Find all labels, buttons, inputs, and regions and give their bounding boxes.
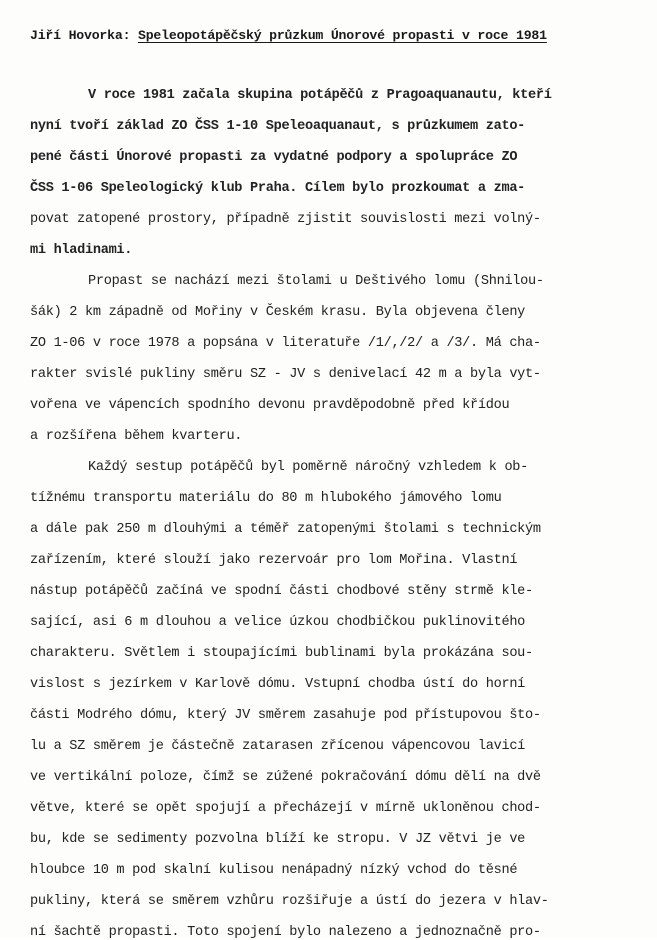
text-line: hloubce 10 m pod skalní kulisou nenápadný nízký vchod do těsné <box>30 863 518 878</box>
text-line: tížnému transportu materiálu do 80 m hlubokého jámového lomu <box>30 491 502 506</box>
text-line: rakter svislé pukliny směru SZ - JV s denivelací 42 m a byla vyt- <box>30 367 541 382</box>
text-line: Každý sestup potápěčů byl poměrně náročný vzhledem k ob- <box>88 460 529 475</box>
text-line: ČSS 1-06 Speleologický klub Praha. Cílem bylo prozkoumat a zma- <box>30 181 526 196</box>
text-line: mi hladinami. <box>30 243 133 258</box>
text-line: bu, kde se sedimenty pozvolna blíží ke stropu. V JZ větvi je ve <box>30 832 526 847</box>
text-line: a dále pak 250 m dlouhými a téměř zatopenými štolami s technickým <box>30 522 541 537</box>
text-line: ní šachtě propasti. Toto spojení bylo nalezeno a jednoznačně pro- <box>30 925 541 940</box>
text-line: Propast se nachází mezi štolami u Deštivého lomu (Shnilou- <box>88 274 544 289</box>
text-line: vislost s jezírkem v Karlově dómu. Vstupní chodba ústí do horní <box>30 677 526 692</box>
text-line: lu a SZ směrem je částečně zatarasen zřícenou vápencovou lavicí <box>30 739 526 754</box>
text-line: povat zatopené prostory, případně zjistit souvislosti mezi volný- <box>30 212 541 227</box>
text-line: V roce 1981 začala skupina potápěčů z Pragoaquanautu, kteří <box>88 88 552 103</box>
text-line: nyní tvoří základ ZO ČSS 1-10 Speleoaquanaut, s průzkumem zato- <box>30 119 526 134</box>
text-line: vořena ve vápencích spodního devonu pravděpodobně před křídou <box>30 398 510 413</box>
text-line: zařízením, které slouží jako rezervoár pro lom Mořina. Vlastní <box>30 553 518 568</box>
header-author: Jiří Hovorka: <box>30 28 138 43</box>
text-line: nástup potápěčů začíná ve spodní části chodbové stěny strmě kle- <box>30 584 533 599</box>
text-line: větve, které se opět spojují a přecházejí v mírně ukloněnou chod- <box>30 801 541 816</box>
text-line: a rozšířena během kvarteru. <box>30 429 243 444</box>
text-line: ve vertikální poloze, čímž se zúžené pokračování dómu dělí na dvě <box>30 770 541 785</box>
text-line: charakteru. Světlem i stoupajícími bublinami byla prokázána sou- <box>30 646 533 661</box>
text-line: pukliny, která se směrem vzhůru rozšiřuje a ústí do jezera v hlav- <box>30 894 549 909</box>
text-line: sající, asi 6 m dlouhou a velice úzkou chodbičkou puklinovitého <box>30 615 526 630</box>
text-line: šák) 2 km západně od Mořiny v Českém krasu. Byla objevena členy <box>30 305 526 320</box>
header-title: Speleopotápěčský průzkum Únorové propasti v roce 1981 <box>138 28 547 43</box>
page-header <box>30 28 645 43</box>
text-line: ZO 1-06 v roce 1978 a popsána v literatuře /1/,/2/ a /3/. Má cha- <box>30 336 541 351</box>
text-line: pené části Únorové propasti za vydatné podpory a spolupráce ZO <box>30 150 518 165</box>
text-line: části Modrého dómu, který JV směrem zasahuje pod přístupovou što- <box>30 708 541 723</box>
